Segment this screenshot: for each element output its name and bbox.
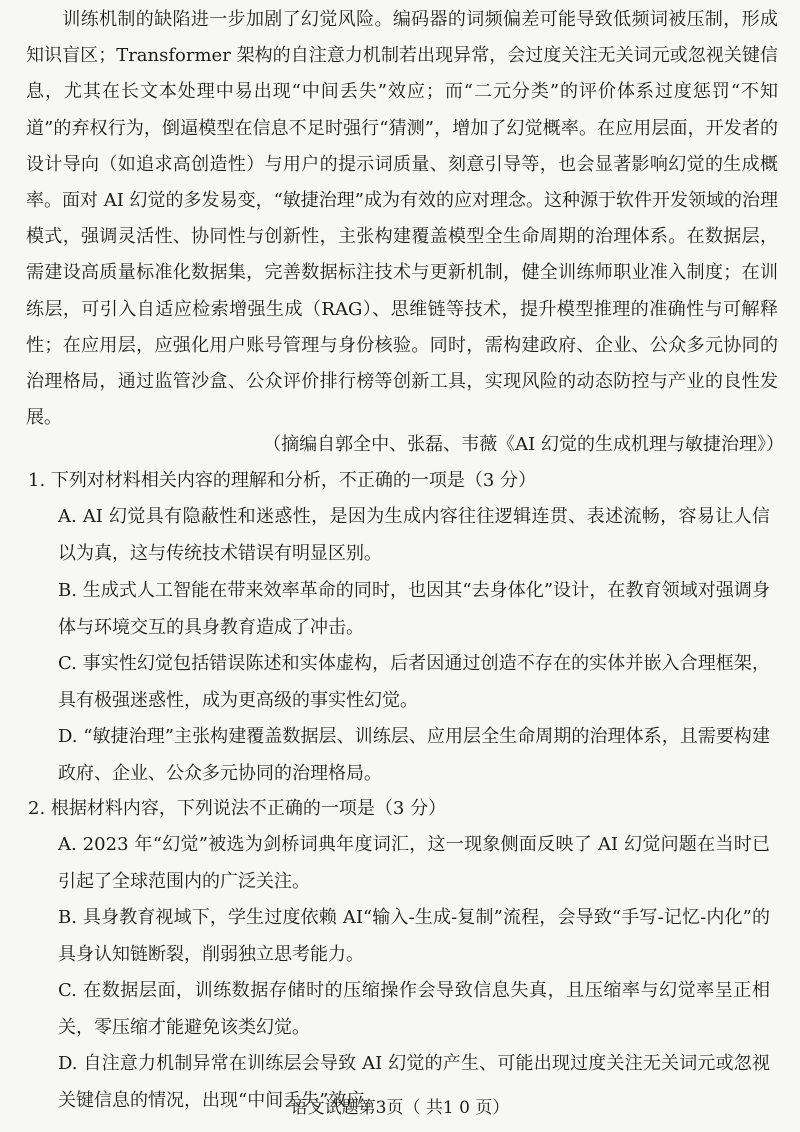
question-1-option-d: D. “敏捷治理”主张构建覆盖数据层、训练层、应用层全生命周期的治理体系，且需要构建政府、企业、公众多元协同的治理格局。 bbox=[58, 726, 770, 784]
page-footer: 语文试题第3页（ 共1 0 页） bbox=[290, 1098, 510, 1118]
paragraph-1-text: 训练机制的缺陷进一步加剧了幻觉风险。编码器的词频偏差可能导致低频词被压制，形成知识盲区；Transformer 架构的自注意力机制若出现异常，会过度关注无关词元或忽视关键信息，尤其在长文本处理中易出现“中间丢失”效应；而“二元分类”的评价体系过度惩罚“不知道”的弃权行为，倒逼模型在信息不足时强行“猜测”，增加了幻觉概率。在应用层面，开发者的设计导向（如追求高创造性）与用户的提示词质量、刻意引导等，也会显著影响幻觉的生成概率。 bbox=[26, 9, 778, 212]
passage-paragraph-2 bbox=[26, 183, 778, 436]
paragraph-2-text: 面对 AI 幻觉的多发易变，“敏捷治理”成为有效的应对理念。这种源于软件开发领域的治理模式，强调灵活性、协同性与创新性，主张构建覆盖模型全生命周期的治理体系。在数据层，需建设高质量标准化数据集，完善数据标注技术与更新机制，健全训练师职业准入制度；在训练层，可引入自适应检索增强生成（RAG）、思维链等技术，提升模型推理的准确性与可解释性；在应用层，应强化用户账号管理与身份核验。同时，需构建政府、企业、公众多元协同的治理格局，通过监管沙盒、公众评价排行榜等创新工具，实现风险的动态防控与产业的良性发展。 bbox=[26, 190, 778, 429]
question-2-option-b: B. 具身教育视域下，学生过度依赖 AI“输入-生成-复制”流程，会导致“手写-记忆-内化”的具身认知链断裂，削弱独立思考能力。 bbox=[58, 907, 770, 965]
question-2-option-c: C. 在数据层面，训练数据存储时的压缩操作会导致信息失真，且压缩率与幻觉率呈正相关，零压缩才能避免该类幻觉。 bbox=[58, 980, 770, 1038]
question-1-stem: 1. 下列对材料相关内容的理解和分析，不正确的一项是（3 分） bbox=[28, 470, 537, 491]
question-1-option-b: B. 生成式人工智能在带来效率革命的同时，也因其“去身体化”设计，在教育领域对强调身体与环境交互的具身教育造成了冲击。 bbox=[58, 580, 770, 638]
question-2-option-a: A. 2023 年“幻觉”被选为剑桥词典年度词汇，这一现象侧面反映了 AI 幻觉问题在当时已引起了全球范围内的广泛关注。 bbox=[58, 834, 770, 892]
question-1-option-a: A. AI 幻觉具有隐蔽性和迷惑性，是因为生成内容往往逻辑连贯、表述流畅，容易让人信以为真，这与传统技术错误有明显区别。 bbox=[58, 506, 770, 564]
question-1-option-c: C. 事实性幻觉包括错误陈述和实体虚构，后者因通过创造不存在的实体并嵌入合理框架，具有极强迷惑性，成为更高级的事实性幻觉。 bbox=[58, 653, 770, 711]
question-2-option-d: D. 自注意力机制异常在训练层会导致 AI 幻觉的产生、可能出现过度关注无关词元或忽视关键信息的情况，出现“中间丢失”效应。 bbox=[58, 1053, 770, 1111]
source-citation: （摘编自郭全中、张磊、韦薇《AI 幻觉的生成机理与敏捷治理》） bbox=[263, 434, 784, 455]
question-2-stem: 2. 根据材料内容，下列说法不正确的一项是（3 分） bbox=[28, 798, 447, 819]
